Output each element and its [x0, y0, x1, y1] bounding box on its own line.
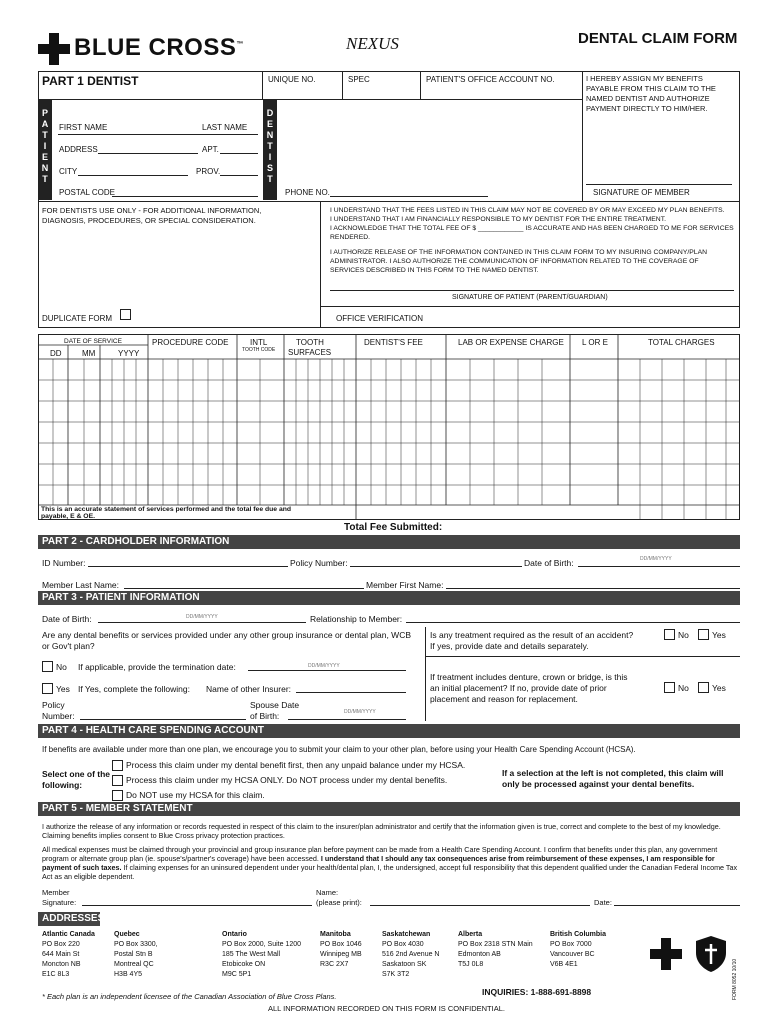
accident-question: Is any treatment required as the result of an accident? If yes, provide date and details separately. — [430, 630, 634, 651]
tooth-code-header: TOOTH CODE — [242, 347, 276, 353]
policy-number-label: Policy Number: — [290, 558, 348, 568]
other-plan-yes-label: Yes — [56, 684, 70, 694]
patient-dob-label: Date of Birth: — [42, 614, 92, 624]
address-quebec: Quebec PO Box 3300, Postal Stn B Montreal QC H3B 4Y5 — [114, 931, 158, 978]
patient-dob-field[interactable] — [98, 622, 306, 623]
hcsa-option1-checkbox[interactable] — [112, 760, 123, 771]
date-label: Date: — [594, 898, 612, 907]
licensee-note: * Each plan is an independent licensee of the Canadian Association of Blue Cross Plans. — [42, 992, 337, 1001]
other-plan-yes-checkbox[interactable] — [42, 683, 53, 694]
number-label: Number: — [42, 711, 75, 721]
hcsa-option1-label: Process this claim under my dental benefit first, then any unpaid balance under my HCSA. — [126, 760, 466, 770]
hcsa-option3-label: Do NOT use my HCSA for this claim. — [126, 790, 265, 800]
dentist-side-label: D E N T I S T — [263, 100, 277, 200]
hcsa-note: If a selection at the left is not completed, this claim will only be processed against your dental benefits. — [502, 768, 724, 789]
surfaces-header: SURFACES — [288, 348, 332, 357]
patient-side-label: P A T I E N T — [38, 100, 52, 200]
city-label: CITY — [59, 167, 78, 176]
id-number-field[interactable] — [88, 566, 288, 567]
unique-no-label: UNIQUE NO. — [268, 75, 316, 84]
address-saskatchewan: Saskatchewan PO Box 4030 516 2nd Avenue N Saskatoon SK S7K 3T2 — [382, 931, 440, 978]
first-name-field[interactable] — [58, 134, 258, 135]
member-signature-field[interactable] — [586, 184, 732, 185]
part2-title: PART 2 - CARDHOLDER INFORMATION — [38, 535, 740, 549]
form-code: FORM 8052 10/10 — [732, 958, 738, 1000]
spec-label: SPEC — [348, 75, 370, 84]
brand-name: BLUE CROSS™ — [74, 34, 244, 61]
select-one-label: Select one of the following: — [42, 769, 111, 790]
other-policy-number-field[interactable] — [80, 719, 246, 720]
denture-no-label: No — [678, 683, 689, 693]
hcsa-option2-label: Process this claim under my HCSA ONLY. Do NOT process under my dental benefits. — [126, 775, 448, 785]
part5-title: PART 5 - MEMBER STATEMENT — [38, 802, 740, 816]
denture-no-checkbox[interactable] — [664, 682, 675, 693]
policy-label: Policy — [42, 700, 65, 710]
member-statement-p2: All medical expenses must be claimed through your provincial and group insurance plan before payment can be made from a Health Care Spending Account. I confirm that benefits under this plan, any government program or alternate group plan (ie. spouse's/partner's coverage) have been accessed. I understand that I should any tax consequences arise from reimbursement of these expenses, I am responsible for payment of such taxes. If claiming expenses for an uninsured dependent under your health/dental plan, I, the undersigned, accept full responsibility that this dependent qualified under the Canadian Federal Income Tax Act as an eligible dependent. — [42, 845, 738, 881]
form-title: DENTAL CLAIM FORM — [578, 30, 738, 47]
name-print-label: Name: (please print): — [316, 888, 362, 907]
relationship-field[interactable] — [406, 622, 740, 623]
nexus-logo: NEXUS — [346, 34, 399, 53]
hcsa-intro: If benefits are available under more than one plan, we encourage you to submit your claim to your other plan, before using your Health Care Spending Account (HCSA). — [42, 745, 636, 754]
city-field[interactable] — [78, 175, 188, 176]
assign-benefits-text: I HEREBY ASSIGN MY BENEFITS PAYABLE FROM THIS CLAIM TO THE NAMED DENTIST AND AUTHORIZE PAYMENT DIRECTLY TO HIM/HER. — [586, 74, 716, 113]
hcsa-option2-checkbox[interactable] — [112, 775, 123, 786]
address-manitoba: Manitoba PO Box 1046 Winnipeg MB R3C 2X7 — [320, 931, 362, 968]
address-label: ADDRESS — [59, 145, 98, 154]
postal-code-label: POSTAL CODE — [59, 188, 116, 197]
cardholder-dob-label: Date of Birth: — [524, 558, 574, 568]
other-insurer-label: Name of other Insurer: — [206, 684, 292, 694]
signature-member-label: SIGNATURE OF MEMBER — [593, 188, 690, 197]
patient-signature-field[interactable] — [330, 290, 734, 291]
policy-number-field[interactable] — [350, 566, 522, 567]
authorize-text: I AUTHORIZE RELEASE OF THE INFORMATION CONTAINED IN THIS CLAIM FORM TO MY INSURING COMPANY/PLAN ADMINISTRATOR. I ALSO AUTHORIZE THE COMMUNICATION OF INFORMATION RELATED TO THE COVERAGE OF SERVICES DESCRIBED IN THIS FORM TO THE NAMED DENTIST. — [330, 249, 708, 274]
blue-shield-icon — [696, 936, 726, 972]
member-first-name-label: Member First Name: — [366, 580, 444, 590]
confidential-note: ALL INFORMATION RECORDED ON THIS FORM IS CONFIDENTIAL. — [268, 1004, 505, 1013]
lab-charge-header: LAB OR EXPENSE CHARGE — [458, 338, 564, 347]
date-of-service-header: DATE OF SERVICE — [64, 338, 122, 345]
of-birth-label: of Birth: — [250, 711, 280, 721]
dentist-use-text: FOR DENTISTS USE ONLY - FOR ADDITIONAL INFORMATION, DIAGNOSIS, PROCEDURES, OR SPECIAL CONSIDERATION. — [42, 206, 262, 225]
termination-date-hint: DD/MM/YYYY — [308, 663, 340, 669]
cardholder-dob-hint: DD/MM/YYYY — [640, 556, 672, 562]
blue-cross-cross-icon — [650, 938, 682, 970]
date-line[interactable] — [614, 905, 740, 906]
part3-title: PART 3 - PATIENT INFORMATION — [38, 591, 740, 605]
prov-label: PROV. — [196, 167, 221, 176]
name-print-line[interactable] — [370, 905, 590, 906]
mm-header: MM — [82, 349, 96, 358]
signature-patient-label: SIGNATURE OF PATIENT (PARENT/GUARDIAN) — [452, 294, 608, 301]
address-british-columbia: British Columbia PO Box 7000 Vancouver BC V6B 4E1 — [550, 931, 607, 968]
duplicate-form-checkbox[interactable] — [120, 309, 131, 320]
inquiries-phone: INQUIRIES: 1-888-691-8898 — [482, 987, 592, 997]
member-signature-line[interactable] — [82, 905, 312, 906]
tooth-header: TOOTH — [296, 338, 324, 347]
denture-question: If treatment includes denture, crown or bridge, is this an initial placement? If no, provide date of prior placement and reason for replacement. — [430, 672, 628, 704]
services-grid — [38, 334, 740, 520]
apt-field[interactable] — [220, 153, 258, 154]
total-fee-submitted-label: Total Fee Submitted: — [344, 522, 443, 533]
addresses-title: ADDRESSES — [38, 912, 100, 926]
intl-header: INTL — [250, 338, 268, 347]
apt-label: APT. — [202, 145, 219, 154]
member-statement-p1: I authorize the release of any information or records requested in respect of this claim to the insurer/plan administrator and certify that the information given is true, correct and complete to the best of my knowledge. Claiming benefits implies consent to Blue Cross privacy protection practices. — [42, 822, 721, 840]
dentists-fee-header: DENTIST'S FEE — [364, 338, 423, 347]
office-verification-label: OFFICE VERIFICATION — [336, 314, 423, 323]
hcsa-option3-checkbox[interactable] — [112, 790, 123, 801]
part1-title: PART 1 DENTIST — [42, 74, 139, 88]
dd-header: DD — [50, 349, 62, 358]
postal-code-field[interactable] — [112, 196, 258, 197]
spouse-date-label: Spouse Date — [250, 700, 300, 710]
cardholder-dob-field[interactable] — [578, 566, 740, 567]
address-alberta: Alberta PO Box 2318 STN Main Edmonton AB T5J 0L8 — [458, 931, 533, 968]
other-plan-question: Are any dental benefits or services provided under any other group insurance or dental plan, WCB or Gov't plan? — [42, 630, 412, 651]
accident-no-checkbox[interactable] — [664, 629, 675, 640]
prov-field[interactable] — [220, 175, 258, 176]
spouse-dob-hint: DD/MM/YYYY — [344, 709, 376, 715]
member-last-name-label: Member Last Name: — [42, 580, 119, 590]
phone-no-field[interactable] — [330, 196, 488, 197]
other-plan-no-checkbox[interactable] — [42, 661, 53, 672]
part4-title: PART 4 - HEALTH CARE SPENDING ACCOUNT — [38, 724, 740, 738]
office-account-label: PATIENT'S OFFICE ACCOUNT NO. — [426, 75, 555, 84]
duplicate-form-label: DUPLICATE FORM — [42, 314, 113, 323]
other-plan-no-label: No — [56, 662, 67, 672]
accident-no-label: No — [678, 630, 689, 640]
lore-header: L OR E — [582, 338, 608, 347]
blue-cross-logo-icon — [38, 33, 70, 65]
accurate-statement: This is an accurate statement of services performed and the total fee due and payable, E & OE. — [41, 506, 292, 520]
member-signature-label: Member Signature: — [42, 888, 77, 907]
accident-yes-checkbox[interactable] — [698, 629, 709, 640]
phone-no-label: PHONE NO. — [285, 188, 330, 197]
if-applicable-label: If applicable, provide the termination date: — [78, 662, 236, 672]
accident-yes-label: Yes — [712, 630, 726, 640]
relationship-label: Relationship to Member: — [310, 614, 403, 624]
spouse-dob-field[interactable] — [288, 719, 406, 720]
id-number-label: ID Number: — [42, 558, 86, 568]
other-insurer-field[interactable] — [296, 692, 406, 693]
denture-yes-checkbox[interactable] — [698, 682, 709, 693]
understand-text: I UNDERSTAND THAT THE FEES LISTED IN THIS CLAIM MAY NOT BE COVERED BY OR MAY EXCEED MY PLAN BENEFITS. I UNDERSTAND THAT I AM FINANCIALLY RESPONSIBLE TO MY DENTIST FOR THE ENTIRE TREATMENT. I ACKNOWLEDGE THAT THE TOTAL FEE OF $ ____________ IS ACCURATE AND HAS BEEN CHARGED TO ME FOR SERVICES RENDERED. — [330, 207, 734, 241]
address-field[interactable] — [98, 153, 198, 154]
member-first-name-field[interactable] — [446, 588, 740, 589]
procedure-code-header: PROCEDURE CODE — [152, 338, 229, 347]
if-yes-label: If Yes, complete the following: — [78, 684, 190, 694]
first-name-label: FIRST NAME — [59, 123, 108, 132]
address-atlantic: Atlantic Canada PO Box 220 644 Main St Moncton NB E1C 8L3 — [42, 931, 95, 978]
denture-yes-label: Yes — [712, 683, 726, 693]
total-charges-header: TOTAL CHARGES — [648, 338, 715, 347]
last-name-label: LAST NAME — [202, 123, 248, 132]
address-ontario: Ontario PO Box 2000, Suite 1200 185 The West Mall Etobicoke ON M9C 5P1 — [222, 931, 301, 978]
member-last-name-field[interactable] — [124, 588, 364, 589]
patient-dob-hint: DD/MM/YYYY — [186, 614, 218, 620]
termination-date-field[interactable] — [248, 670, 406, 671]
yyyy-header: YYYY — [118, 349, 140, 358]
